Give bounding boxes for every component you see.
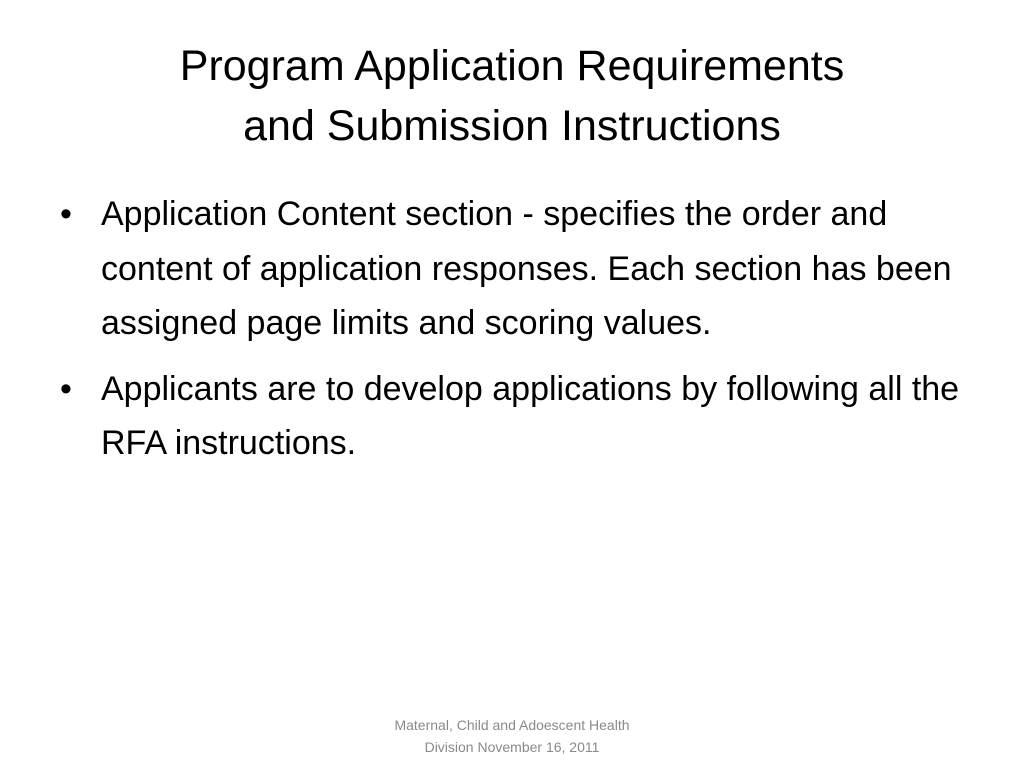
bullet-marker-icon: •: [60, 195, 72, 233]
bullet-marker-icon: •: [60, 369, 72, 408]
footer-line-2: Division November 16, 2011: [424, 739, 600, 755]
slide-title: [60, 36, 964, 156]
slide-title-line-1: Program Application Requirements: [179, 42, 845, 90]
bullet-item-applicants: [60, 362, 960, 471]
bullet-text: Application Content section - specifies the order and content of application responses. Each section has been assigned page limits and scoring values.: [101, 195, 952, 342]
slide-title-line-2: and Submission Instructions: [243, 102, 781, 150]
bullet-text: Applicants are to develop applications by following all the RFA instructions.: [101, 369, 960, 462]
bullet-list: [60, 187, 960, 482]
footer-line-1: Maternal, Child and Adoescent Health: [394, 717, 630, 733]
slide-footer: [312, 714, 712, 758]
bullet-item-application-content: [60, 187, 960, 351]
